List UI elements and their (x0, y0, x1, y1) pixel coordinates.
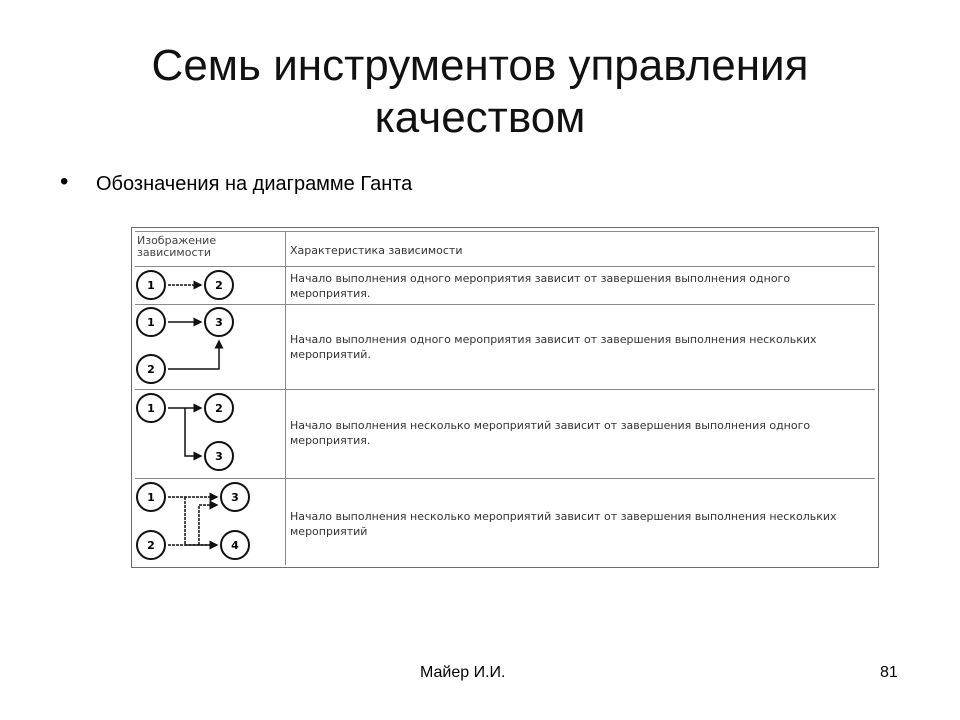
page-number: 81 (880, 664, 898, 681)
node-label: 2 (215, 402, 223, 415)
bullet-text: Обозначения на диаграмме Ганта (96, 173, 413, 195)
bullet-dot-icon: • (60, 168, 69, 195)
table-row (135, 389, 875, 478)
node-label: 3 (231, 491, 239, 504)
description-line-1: Начало выполнения несколько мероприятий зависит от завершения выполнения нескольких (290, 510, 837, 523)
node-label: 2 (147, 363, 155, 376)
header-image-line-1: Изображение (137, 234, 217, 247)
header-cell-image (135, 232, 286, 266)
dependency-n-to-n-diagram (135, 479, 285, 565)
dependency-diagram (135, 479, 286, 565)
dependency-1-to-n-diagram (135, 390, 285, 478)
node-label: 1 (147, 402, 155, 415)
description-line-1: Начало выполнения одного мероприятия зависит от завершения выполнения нескольких (290, 333, 817, 346)
footer-author: Майер И.И. (420, 664, 506, 681)
node-label: 1 (147, 316, 155, 329)
title-line-2: качеством (374, 93, 586, 142)
dependency-diagram (135, 305, 286, 389)
description-line-1: Начало выполнения одного мероприятия зависит от завершения выполнения одного (290, 272, 791, 285)
arrow-1-3 (185, 408, 201, 456)
table-header-row (135, 231, 875, 266)
table-row (135, 266, 875, 304)
table-row (135, 478, 875, 565)
description-line-2: мероприятий. (290, 348, 371, 361)
dependency-1-to-1-diagram (135, 267, 285, 304)
gantt-notation-table (131, 227, 879, 568)
description-line-2: мероприятия. (290, 287, 371, 300)
node-label: 2 (215, 279, 223, 292)
node-label: 2 (147, 539, 155, 552)
arrow-2-3 (168, 341, 219, 369)
dependency-diagram (135, 390, 286, 478)
dependency-description (290, 332, 871, 362)
title-line-1: Семь инструментов управления (151, 41, 809, 90)
header-image-line-2: зависимости (137, 246, 212, 259)
dependency-description (290, 418, 871, 448)
table-row (135, 304, 875, 389)
arrow-2-3 (199, 505, 217, 545)
slide-title (0, 40, 960, 144)
node-label: 1 (147, 279, 155, 292)
node-label: 1 (147, 491, 155, 504)
node-label: 4 (231, 539, 239, 552)
arrow-1-4 (185, 497, 217, 545)
node-label: 3 (215, 316, 223, 329)
dependency-diagram (135, 267, 286, 304)
dependency-description (290, 271, 871, 301)
node-label: 3 (215, 450, 223, 463)
description-line-2: мероприятия. (290, 434, 371, 447)
description-line-2: мероприятий (290, 525, 368, 538)
header-cell-description: Характеристика зависимости (290, 244, 463, 257)
description-line-1: Начало выполнения несколько мероприятий зависит от завершения выполнения одного (290, 419, 811, 432)
dependency-n-to-1-diagram (135, 305, 285, 389)
dependency-description (290, 509, 871, 539)
